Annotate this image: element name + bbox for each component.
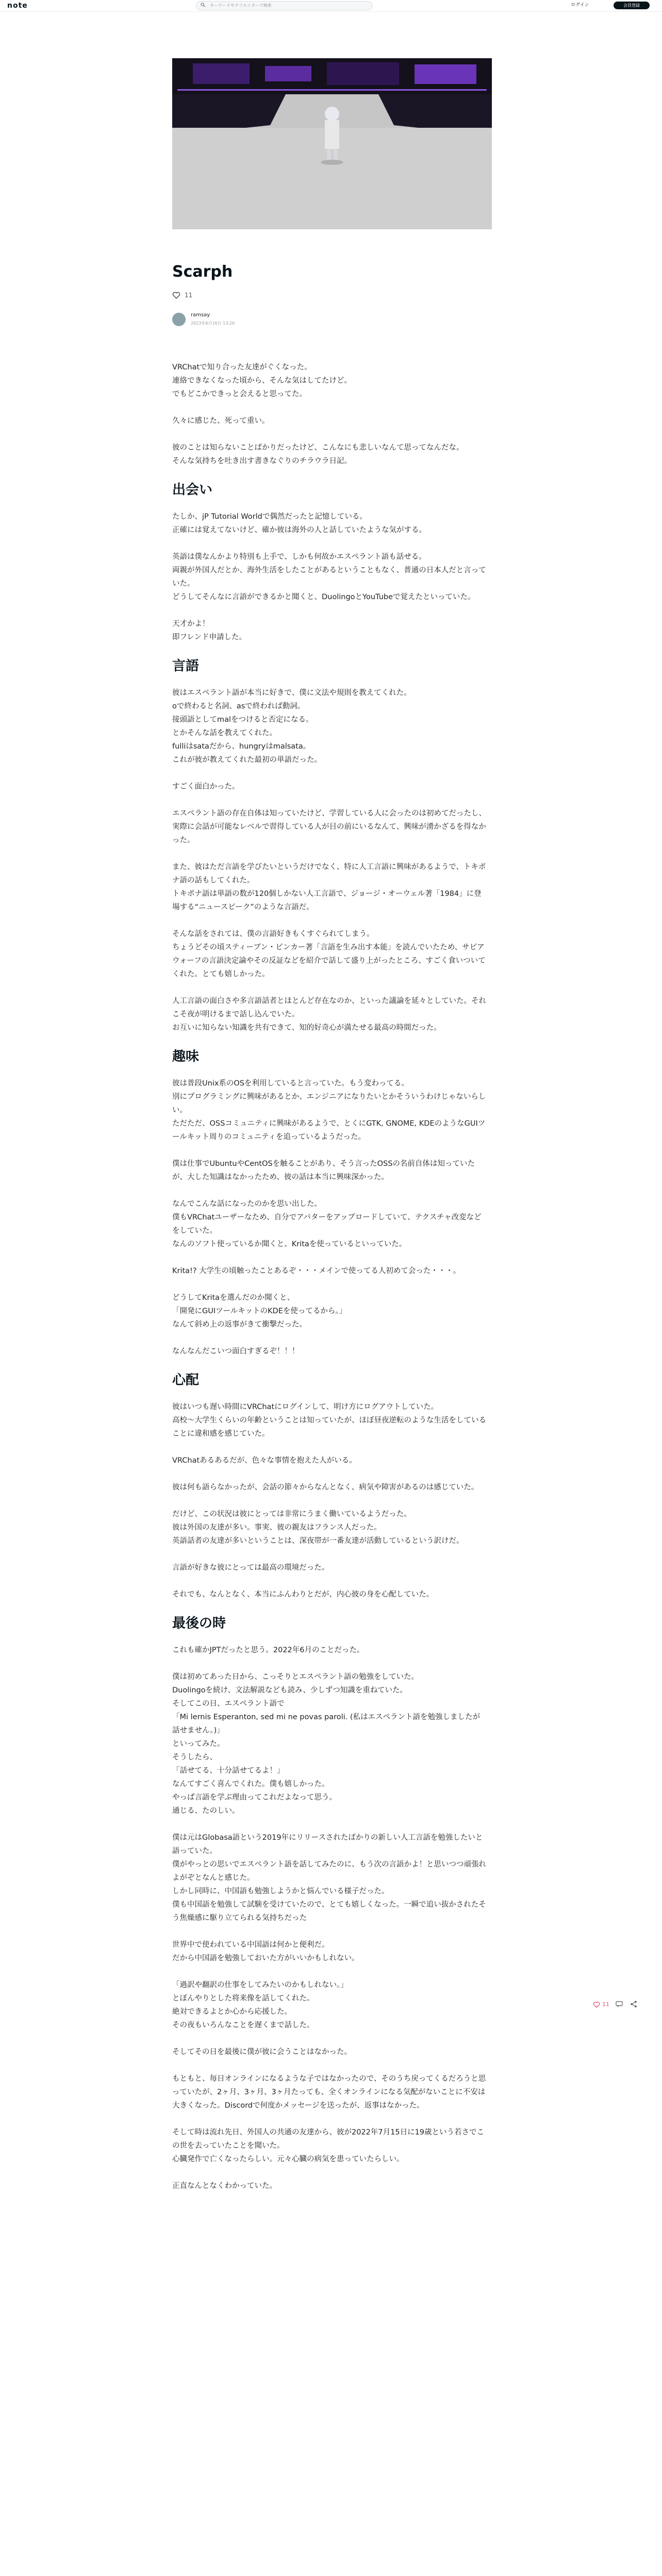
paragraph — [172, 1507, 487, 1548]
paragraph — [172, 414, 487, 428]
text-line: だけど、この状況は彼にとっては非常にうまく働いているようだった。 — [172, 1510, 411, 1518]
text-line: Duolingoを続け、文法解説なども読み、少しずつ知識を重ねていた。 — [172, 1686, 407, 1694]
search-icon — [201, 3, 205, 7]
login-button[interactable]: ログイン — [571, 3, 589, 8]
text-line: 僕も中国語を勉強して試験を受けていたので、とても嬉しくなった。一瞬で追い抜かされたそう焦燥感に駆り立てられる気持ちだった — [172, 1901, 486, 1922]
text-line: ただただ、OSSコミュニティに興味があるようで、とくにGTK, GNOME, KDEのようなGUIツールキット周りのコミュニティを追っているようだった。 — [172, 1120, 486, 1141]
paragraph — [172, 2126, 487, 2166]
text-line: 英語は僕なんかより特別も上手で、しかも何故かエスペラント語も話せる。 — [172, 553, 426, 561]
text-line: どうしてそんなに言語ができるかと聞くと、DuolingoとYouTubeで覚えたといっていた。 — [172, 593, 475, 601]
paragraph — [172, 550, 487, 604]
text-line: 言語が好きな彼にとっては最高の環境だった。 — [172, 1564, 329, 1572]
paragraph — [172, 1561, 487, 1574]
text-line: やっぱ言語を学ぶ理由ってこれだよなって思う。 — [172, 1793, 337, 1802]
text-line: なんのソフト使っているか聞くと、Kritaを使っているといっていた。 — [172, 1240, 407, 1248]
text-line: 世界中で使われている中国語は何かと便利だ。 — [172, 1941, 329, 1949]
paragraph — [172, 361, 487, 401]
text-line: 「Mi lernis Esperanton, sed mi ne povas paroli. (私はエスペラント語を勉強しましたが話せません。)」 — [172, 1713, 481, 1735]
section-heading — [172, 1371, 487, 1389]
text-line: でもどこかできっと会えると思ってた。 — [172, 390, 307, 398]
text-line: トキポナ語は単語の数が120個しかない人工言語で、ジョージ・オーウェル著「1984」に登場する“ニュースピーク”のような言語だ。 — [172, 890, 482, 911]
heart-icon — [172, 291, 180, 299]
text-line: といってみた。 — [172, 1740, 225, 1748]
paragraph — [172, 1400, 487, 1440]
text-line: 接頭語としてmalをつけると否定になる。 — [172, 716, 313, 724]
text-line: 僕もVRChatユーザーなため、自分でアバターをアップロードしていて、テクスチャ改変などをしていた。 — [172, 1213, 482, 1235]
text-line: 彼は何も語らなかったが、会話の節々からなんとなく、病気や障害があるのは感じていた。 — [172, 1483, 479, 1492]
text-line: 彼はエスペラント語が本当に好きで、僕に文法や規則を教えてくれた。 — [172, 689, 411, 697]
text-line: 心配 — [172, 1372, 200, 1388]
text-line: とぼんやりとした将来像を話してくれた。 — [172, 1994, 315, 2003]
text-line: VRChatで知り合った友達がぐくなった。 — [172, 363, 312, 371]
text-line: 最後の時 — [172, 1616, 226, 1631]
text-line: 人工言語の面白さや多言語話者とほとんど存在なのか、といった議論を延々としていた。それこそ夜が明けるまで話し込んでいた。 — [172, 997, 486, 1019]
text-line: 「開発にGUIツールキットのKDEを使ってるから。」 — [172, 1307, 347, 1315]
section-heading — [172, 1615, 487, 1632]
paragraph — [172, 1643, 487, 1657]
text-line: 久々に感じた、死って重い。 — [172, 417, 270, 425]
text-line: そしてその日を最後に僕が彼に会うことはなかった。 — [172, 2048, 352, 2056]
author-name[interactable]: ramsay — [191, 312, 210, 318]
text-line: 連絡できなくなった頃から、そんな気はしてたけど。 — [172, 377, 352, 385]
paragraph — [172, 1454, 487, 1467]
heart-icon[interactable] — [593, 2001, 600, 2008]
paragraph — [172, 1197, 487, 1251]
paragraph — [172, 441, 487, 468]
paragraph — [172, 780, 487, 793]
paragraph — [172, 994, 487, 1035]
text-line: もともと、毎日オンラインになるような子ではなかったので、そのうち戻ってくるだろうと思っていたが、2ヶ月、3ヶ月、3ヶ月たっても、全くオンラインになる気配がないことに不安は大きくなった。Discordで何度かメッセージを送ったが、返事はなかった。 — [172, 2075, 486, 2110]
text-line: 彼は外国の友達が多い。事実、彼の親友はフランス人だった。 — [172, 1523, 382, 1532]
text-line: すごく面白かった。 — [172, 783, 240, 791]
site-header — [0, 0, 662, 12]
text-line: 僕は仕事でUbuntuやCentOSを触ることがあり、そう言ったOSSの名前自体は知っていたが、大した知識はなかったため、彼の話は本当に興味深かった。 — [172, 1160, 475, 1181]
avatar[interactable] — [172, 313, 186, 326]
text-line: 即フレンド申請した。 — [172, 633, 247, 641]
text-line: 言語 — [172, 658, 200, 674]
text-line: 彼のことは知らないことばかりだったけど、こんなにも悲しいなんて思ってなんだな。 — [172, 444, 464, 452]
paragraph — [172, 1345, 487, 1358]
like-count: 11 — [185, 292, 193, 299]
text-line: 両親が外国人だとか、海外生活をしたことがあるということもなく、普通の日本人だと言っていた。 — [172, 566, 486, 588]
section-heading — [172, 657, 487, 675]
text-line: 「話せてる、十分話せてるよ！」 — [172, 1767, 285, 1775]
publish-date: 2023年6月16日 13:20 — [191, 321, 235, 326]
paragraph — [172, 510, 487, 537]
section-heading — [172, 481, 487, 499]
text-line: 僕は初めてあった日から、こっそりとエスペラント語の勉強をしていた。 — [172, 1673, 419, 1681]
text-line: これが彼が教えてくれた最初の単語だった。 — [172, 756, 322, 764]
text-line: なんでこんな話になったのかを思い出した。 — [172, 1200, 322, 1208]
text-line: 英語話者の友達が多いということは、深夜帯が一番友達が活動しているという訳けだ。 — [172, 1537, 464, 1545]
text-line: 絶対できるよとか心から応援した。 — [172, 2008, 292, 2016]
text-line: 正直なんとなくわかっていた。 — [172, 2182, 277, 2190]
text-line: oで終わると名詞、asで終われば動詞。 — [172, 702, 305, 710]
signup-button[interactable]: 会員登録 — [614, 2, 650, 9]
text-line: fulliはsataだから、hungryはmalsata。 — [172, 742, 311, 751]
paragraph — [172, 617, 487, 644]
paragraph — [172, 686, 487, 767]
paragraph — [172, 860, 487, 914]
paragraph — [172, 2179, 487, 2193]
text-line: 正確には覚えてないけど、確か彼は海外の人と話していたような気がする。 — [172, 526, 426, 534]
text-line: エスペラント語の存在自体は知っていたけど、学習している人に会ったのは初めてだったし、実際に会話が可能なレベルで習得している人が目の前にいるなんて、興味が湧かざるを得なかった。 — [172, 809, 486, 844]
paragraph — [172, 1831, 487, 1925]
paragraph — [172, 1077, 487, 1144]
comment-icon[interactable] — [616, 2001, 623, 2008]
section-heading — [172, 1048, 487, 1065]
hero-image — [172, 58, 492, 229]
text-line: だから中国語を勉強しておいた方がいいかもしれない。 — [172, 1954, 359, 1962]
paragraph — [172, 807, 487, 847]
text-line: これも確かJPTだったと思う。2022年6月のことだった。 — [172, 1646, 365, 1654]
text-line: そして時は流れ先日、外国人の共通の友達から、彼が2022年7月15日に19歳という若さでこの世を去っていたことを聞いた。 — [172, 2128, 485, 2150]
paragraph — [172, 1670, 487, 1818]
share-icon[interactable] — [630, 2001, 637, 2008]
text-line: 高校〜大学生くらいの年齢ということは知っていたが、ほぼ昼夜逆転のような生活をしていることに違和感を感じていた。 — [172, 1416, 486, 1438]
paragraph — [172, 927, 487, 981]
text-line: そうしたら、 — [172, 1753, 217, 1761]
text-line: なんなんだこいつ面白すぎるぞ！！！ — [172, 1347, 300, 1355]
text-line: 心臓発作で亡くなったらしい。元々心臓の病気を患っていたらしい。 — [172, 2155, 404, 2163]
paragraph — [172, 1978, 487, 2032]
text-line: 「過訳や翻訳の仕事をしてみたいのかもしれない。」 — [172, 1981, 348, 1989]
note-logo[interactable]: note — [7, 2, 28, 10]
text-line: たしか、jP Tutorial Worldで偶然だったと記憶している。 — [172, 513, 367, 521]
text-line: それでも、なんとなく、本当にふんわりとだが、内心彼の身を心配していた。 — [172, 1590, 434, 1599]
text-line: 趣味 — [172, 1049, 200, 1064]
text-line: 僕がやっとの思いでエスペラント語を話してみたのに、もう次の言語かよ！と思いつつ頑張れよがぞとなんと感じた。 — [172, 1860, 486, 1882]
text-line: VRChatあるあるだが、色々な事情を抱えた人がいる。 — [172, 1456, 357, 1465]
text-line: しかし同時に、中国語も勉強しようかと悩んでいる様子だった。 — [172, 1887, 389, 1895]
text-line: 彼はいつも遅い時間にVRChatにログインして、明け方にログアウトしていた。 — [172, 1403, 439, 1411]
text-line: 彼は普段Unix系のOSを利用していると言っていた。もう変わってる。 — [172, 1079, 409, 1088]
search-input[interactable] — [196, 1, 372, 10]
paragraph — [172, 1588, 487, 1601]
text-line: その夜もいろんなことを遅くまで話した。 — [172, 2021, 315, 2029]
text-line: 出会い — [172, 482, 213, 498]
paragraph — [172, 1157, 487, 1184]
article-title: Scarph — [172, 263, 233, 281]
floating-actions — [593, 1999, 660, 2010]
paragraph — [172, 1264, 487, 1278]
text-line: 天才かよ！ — [172, 620, 210, 628]
text-line: そんな話をされては、僕の言語好きもくすぐられてしまう。 — [172, 930, 374, 938]
text-line: とかそんな話を教えてくれた。 — [172, 729, 277, 737]
like-count: 11 — [602, 2001, 609, 2008]
search-placeholder: キーワードやクリエイターで検索 — [210, 3, 272, 8]
text-line: なんてすごく喜んでくれた。僕も嬉しかった。 — [172, 1780, 329, 1788]
paragraph — [172, 1291, 487, 1331]
text-line: ちょうどその頃スティーブン・ピンカー著「言語を生み出す本能」を読んでいたため、サピアウォーフの言語決定論やその反証などを紹介で話して盛り上がったところ、すごく食いついてくれた。とても嬉しかった。 — [172, 943, 486, 978]
text-line: 僕は元はGlobasa語という2019年にリリースされたばかりの新しい人工言語を勉強したいと語っていた。 — [172, 1834, 483, 1855]
text-line: そしてこの日、エスペラント語で — [172, 1700, 285, 1708]
text-line: どうしてKritaを選んだのか聞くと、 — [172, 1294, 295, 1302]
paragraph — [172, 2072, 487, 2112]
text-line: そんな気持ちを吐き出す書きなぐりのチラウラ日記。 — [172, 457, 352, 465]
paragraph — [172, 1938, 487, 1965]
text-line: また、彼はただ言語を学びたいというだけでなく、特に人工言語に興味があるようで、トキポナ語の話もしてくれた。 — [172, 863, 486, 885]
text-line: お互いに知らない知識を共有できて、知的好奇心が満たせる最高の時間だった。 — [172, 1024, 441, 1032]
paragraph — [172, 2045, 487, 2059]
vr-world-illustration — [172, 58, 492, 229]
paragraph — [172, 1481, 487, 1494]
text-line: なんて斜め上の返事がきて衝撃だった。 — [172, 1320, 307, 1329]
text-line: Krita!? 大学生の頃触ったことあるぞ・・・メインで使ってる人初めて会った・・・。 — [172, 1267, 461, 1275]
text-line: 通じる、たのしい。 — [172, 1807, 240, 1815]
article-body — [172, 361, 487, 2206]
text-line: 別にプログラミングに興味があるとか、エンジニアになりたいとかそういうわけじゃないらしい。 — [172, 1093, 486, 1114]
